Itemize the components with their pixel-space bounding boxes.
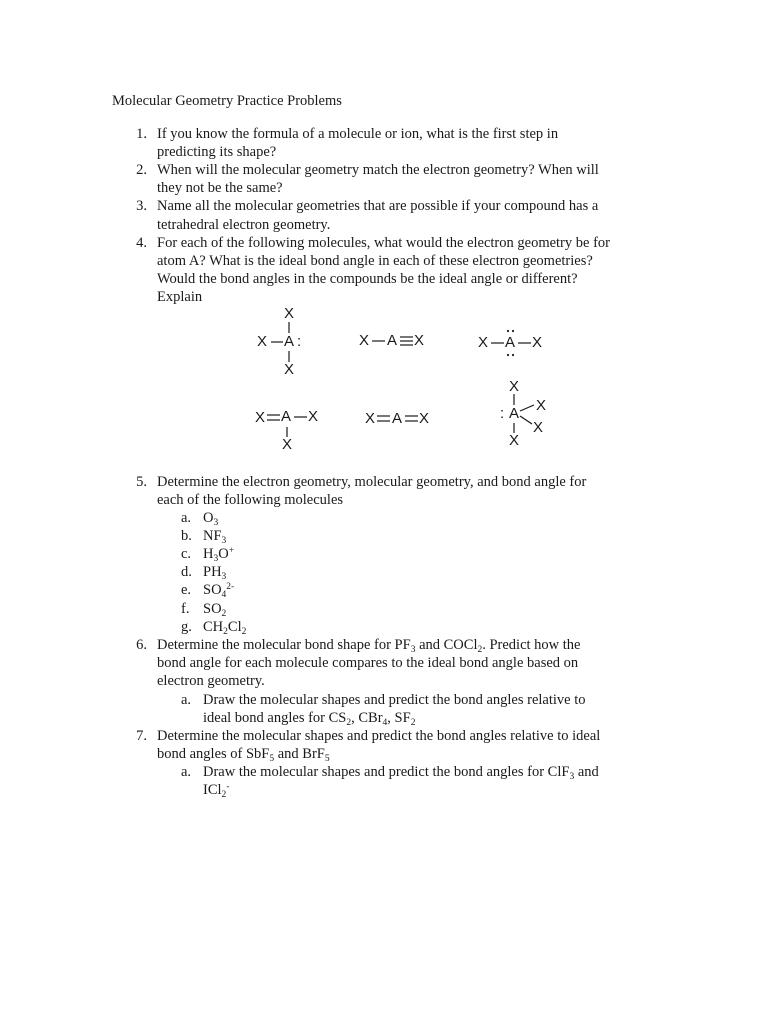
atom-x: X — [414, 332, 425, 349]
q5-item-letter: a. — [181, 510, 192, 526]
question-6-line-3: electron geometry. — [157, 673, 265, 689]
q5-item-letter: c. — [181, 546, 192, 562]
question-1-line-2: predicting its shape? — [157, 144, 277, 160]
q7a-line-2: ICl$_2$- — [203, 782, 230, 800]
q7a-line-1: Draw the molecular shapes and predict the bond angles for ClF$_3$ and — [203, 764, 599, 782]
question-5-line-1: Determine the electron geometry, molecular geometry, and bond angle for — [157, 474, 587, 490]
atom-x: X — [419, 410, 430, 427]
question-1-number: 1. — [136, 126, 147, 142]
atom-x: X — [255, 409, 266, 426]
atom-x: X — [533, 419, 544, 436]
question-5-number: 5. — [136, 474, 147, 490]
q5-item-letter: d. — [181, 564, 192, 580]
lone-pair-dot — [512, 330, 514, 332]
q6a-letter: a. — [181, 692, 192, 708]
atom-a: A — [281, 408, 292, 425]
lone-pair: : — [297, 333, 302, 350]
q5-item-letter: g. — [181, 619, 192, 635]
atom-x: X — [509, 378, 520, 395]
question-5-line-2: each of the following molecules — [157, 492, 344, 508]
q5-item-formula: $O_3$ — [203, 510, 219, 528]
atom-x: X — [365, 410, 376, 427]
question-2-line-1: When will the molecular geometry match the electron geometry? When will — [157, 162, 599, 178]
question-6-line-2: bond angle for each molecule compares to the ideal bond angle based on — [157, 655, 579, 671]
atom-a: A — [509, 405, 520, 422]
lone-pair: : — [500, 405, 505, 422]
lone-pair-dot — [507, 354, 509, 356]
atom-x: X — [282, 436, 293, 453]
q5-item-formula: $PH_3$ — [203, 564, 227, 582]
question-4-line-3: Would the bond angles in the compounds be the ideal angle or different? — [157, 271, 578, 287]
question-2-number: 2. — [136, 162, 147, 178]
atom-x: X — [359, 332, 370, 349]
atom-x: X — [257, 333, 268, 350]
atom-x: X — [509, 432, 520, 449]
question-4-line-2: atom A? What is the ideal bond angle in each of these electron geometries? — [157, 253, 593, 269]
q5-item-formula: $NF_3$ — [203, 528, 227, 546]
question-4-number: 4. — [136, 235, 147, 251]
atom-a: A — [387, 332, 398, 349]
atom-x: X — [284, 305, 295, 322]
question-7-number: 7. — [136, 728, 147, 744]
q7a-letter: a. — [181, 764, 192, 780]
question-3-line-2: tetrahedral electron geometry. — [157, 217, 331, 233]
question-4-line-4: Explain — [157, 289, 203, 305]
q5-item-formula: $SO_4^{2-}$ — [203, 582, 235, 600]
q5-item-formula: $SO_2$ — [203, 601, 227, 619]
atom-a: A — [284, 333, 295, 350]
q5-item-letter: e. — [181, 582, 192, 598]
bond-s6-upper-right — [520, 405, 534, 411]
q5-item-letter: b. — [181, 528, 192, 544]
atom-a: A — [392, 410, 403, 427]
question-2-line-2: they not be the same? — [157, 180, 283, 196]
bond-s6-lower-right — [520, 416, 532, 424]
question-7-line-2: bond angles of SbF$_5$ and BrF$_5$ — [157, 746, 330, 764]
page-title: Molecular Geometry Practice Problems — [112, 93, 342, 109]
question-6-line-1: Determine the molecular bond shape for $PF_3$ and COCl$_2$. Predict how the — [157, 637, 581, 655]
q6a-line-2: ideal bond angles for $CS_2$, CBr$_4$, $SF_2$ — [203, 710, 416, 728]
question-3-line-1: Name all the molecular geometries that are possible if your compound has a — [157, 198, 599, 214]
atom-x: X — [532, 334, 543, 351]
q6a-line-1: Draw the molecular shapes and predict the bond angles relative to — [203, 692, 586, 708]
lone-pair-dot — [507, 330, 509, 332]
atom-x: X — [536, 397, 547, 414]
q5-item-formula: $CH_2Cl_2$ — [203, 619, 247, 637]
atom-a: A — [505, 334, 516, 351]
q5-item-formula: $H_3O^+$ — [203, 546, 235, 564]
question-1-line-1: If you know the formula of a molecule or ion, what is the first step in — [157, 126, 559, 142]
question-4-line-1: For each of the following molecules, what would the electron geometry be for — [157, 235, 610, 251]
question-6-number: 6. — [136, 637, 147, 653]
lone-pair-dot — [512, 354, 514, 356]
q5-item-letter: f. — [181, 601, 190, 617]
atom-x: X — [308, 408, 319, 425]
question-7-line-1: Determine the molecular shapes and predict the bond angles relative to ideal — [157, 728, 601, 744]
question-3-number: 3. — [136, 198, 147, 214]
atom-x: X — [284, 361, 295, 378]
atom-x: X — [478, 334, 489, 351]
